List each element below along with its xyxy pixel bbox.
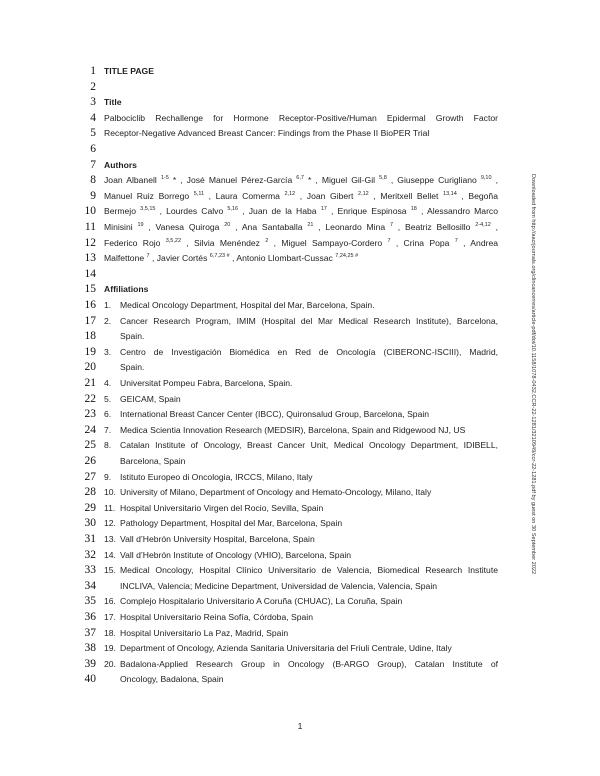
affiliation-text: Centro de Investigación Biomédica en Red de Oncología (CIBERONC-ISCIII), Madrid, bbox=[120, 346, 498, 357]
affiliation-marker: 13,14 bbox=[443, 190, 457, 197]
line-number: 34 bbox=[84, 579, 96, 592]
affiliation-text: Hospital Universitario Reina Sofía, Córdoba, Spain bbox=[120, 612, 313, 622]
line-number: 17 bbox=[84, 314, 96, 327]
line-number: 36 bbox=[84, 611, 96, 623]
affiliation-text: Complejo Hospitalario Universitario A Coruña (CHUAC), La Coruña, Spain bbox=[120, 596, 403, 607]
article-title-line: Receptor-Negative Advanced Breast Cancer: Findings from the Phase II BioPER Trial bbox=[104, 128, 430, 139]
author-text: Malfettone bbox=[104, 253, 147, 264]
affiliation-marker: 18 bbox=[410, 206, 417, 213]
author-line bbox=[104, 251, 498, 265]
title-heading: Title bbox=[104, 97, 122, 108]
author-text: Joan Albanell bbox=[104, 175, 161, 186]
affiliation-number: 14. bbox=[104, 549, 116, 560]
author-text: , Javier Cortés bbox=[149, 253, 210, 264]
author-line bbox=[104, 204, 498, 218]
affiliation-text: Spain. bbox=[120, 362, 145, 373]
author-text: , Laura Comerma bbox=[204, 190, 285, 201]
authors-heading: Authors bbox=[104, 159, 137, 170]
affiliation-marker: 2 bbox=[265, 237, 269, 244]
affiliation-marker: 2,12 bbox=[358, 190, 369, 197]
author-text: , Vanesa Quiroga bbox=[143, 222, 225, 232]
affiliation-marker: 6,7 bbox=[296, 175, 304, 182]
affiliation-text: INCLIVA, Valencia; Medicine Department, Universidad de Valencia, Valencia, Spain bbox=[120, 580, 438, 591]
article-title-line: Palbociclib Rechallenge for Hormone Receptor-Positive/Human Epidermal Growth Factor bbox=[104, 112, 498, 123]
affiliation-number: 18. bbox=[104, 627, 116, 638]
affiliation-number: 2. bbox=[104, 315, 112, 326]
author-text: , Enrique Espinosa bbox=[326, 206, 411, 217]
affiliation-marker: 3,5,22 bbox=[165, 237, 182, 244]
affiliation-text: Universitat Pompeu Fabra, Barcelona, Spain. bbox=[120, 378, 293, 388]
line-number: 14 bbox=[84, 267, 96, 280]
affiliation-marker: 5,8 bbox=[379, 175, 387, 182]
affiliation-number: 7. bbox=[104, 424, 112, 435]
affiliation-marker: 2-4,12 bbox=[475, 222, 491, 228]
line-number: 3 bbox=[90, 96, 96, 109]
line-number: 1 bbox=[90, 65, 96, 77]
author-line bbox=[104, 189, 498, 203]
author-line bbox=[104, 220, 498, 234]
line-number: 29 bbox=[84, 501, 96, 514]
line-number: 20 bbox=[84, 361, 96, 374]
affiliation-marker: 7 bbox=[387, 237, 391, 244]
affiliation-number: 13. bbox=[104, 534, 116, 544]
affiliation-number: 9. bbox=[104, 471, 112, 482]
line-number: 30 bbox=[84, 517, 96, 530]
line-number: 21 bbox=[84, 377, 96, 389]
affiliation-text: Oncology, Badalona, Spain bbox=[120, 674, 224, 685]
line-number: 38 bbox=[84, 642, 96, 655]
title-page-heading: TITLE PAGE bbox=[104, 66, 154, 76]
affiliation-text: Vall d’Hebrón University Hospital, Barcelona, Spain bbox=[120, 534, 315, 544]
affiliation-text: Medica Scientia Innovation Research (MEDSIR), Barcelona, Spain and Ridgewood NJ, US bbox=[120, 424, 466, 435]
author-text: , Giuseppe Curigliano bbox=[386, 175, 481, 186]
author-text: , Antonio Llombart-Cussac bbox=[229, 253, 336, 264]
author-text: , Lourdes Calvo bbox=[155, 206, 228, 217]
author-text: , Andrea bbox=[457, 237, 499, 248]
line-number: 13 bbox=[84, 252, 96, 265]
line-number: 26 bbox=[84, 455, 96, 467]
affiliation-number: 1. bbox=[104, 300, 112, 310]
line-number: 39 bbox=[84, 657, 96, 670]
affiliation-number: 12. bbox=[104, 518, 116, 529]
affiliation-marker: 9,10 bbox=[480, 175, 492, 182]
affiliation-text: Medical Oncology, Hospital Clínico Universitario de Valencia, Biomedical Research Institute bbox=[120, 565, 498, 576]
line-number: 19 bbox=[84, 345, 96, 358]
affiliation-marker: 7,24,25 # bbox=[335, 253, 359, 260]
affiliation-text: Catalan Institute of Oncology, Breast Cancer Unit, Medical Oncology Department, IDIBELL, bbox=[120, 440, 498, 451]
affiliation-number: 4. bbox=[104, 378, 112, 388]
line-number: 16 bbox=[84, 299, 96, 311]
line-number: 33 bbox=[84, 564, 96, 577]
author-text: , Silvia Menéndez bbox=[181, 237, 266, 248]
affiliation-marker: 7 bbox=[146, 253, 150, 260]
author-text: , Alessandro Marco bbox=[416, 206, 499, 217]
author-text: * , José Manuel Pérez-García bbox=[168, 175, 297, 186]
affiliation-text: Department of Oncology, Azienda Sanitaria Universitaria del Friuli Centrale, Udine, Italy bbox=[120, 643, 452, 654]
line-number: 37 bbox=[84, 626, 96, 639]
line-number: 9 bbox=[90, 189, 96, 202]
affiliation-number: 15. bbox=[104, 565, 116, 576]
affiliation-marker: 7 bbox=[454, 237, 458, 244]
affiliation-marker: 2,12 bbox=[284, 190, 296, 197]
affiliation-number: 19. bbox=[104, 643, 116, 654]
affiliation-marker: 1-5 bbox=[160, 175, 169, 182]
affiliation-marker: 21 bbox=[307, 222, 314, 228]
affiliations-heading: Affiliations bbox=[104, 284, 149, 295]
line-number: 25 bbox=[84, 439, 96, 452]
author-line bbox=[104, 236, 498, 250]
line-number: 31 bbox=[84, 533, 96, 545]
line-number: 4 bbox=[90, 111, 96, 124]
affiliation-text: Hospital Universitario Virgen del Rocio, Sevilla, Spain bbox=[120, 502, 324, 513]
affiliation-number: 20. bbox=[104, 658, 116, 669]
line-number: 15 bbox=[84, 283, 96, 296]
affiliation-text: Barcelona, Spain bbox=[120, 455, 186, 466]
affiliation-text: Spain. bbox=[120, 331, 145, 342]
affiliation-number: 17. bbox=[104, 612, 116, 622]
affiliation-number: 16. bbox=[104, 596, 116, 607]
author-text: , Meritxell Bellet bbox=[368, 190, 444, 201]
line-number: 7 bbox=[90, 158, 96, 171]
affiliation-marker: 5,16 bbox=[227, 206, 239, 213]
line-number: 35 bbox=[84, 595, 96, 608]
line-number: 11 bbox=[84, 221, 96, 233]
affiliation-number: 11. bbox=[104, 502, 116, 513]
line-number: 23 bbox=[84, 408, 96, 421]
line-number: 12 bbox=[84, 236, 96, 249]
affiliation-number: 6. bbox=[104, 409, 112, 420]
author-text: , Miguel Sampayo-Cordero bbox=[268, 237, 388, 248]
affiliation-text: Istituto Europeo di Oncologia, IRCCS, Milano, Italy bbox=[120, 471, 313, 482]
affiliation-marker: 5,11 bbox=[193, 190, 205, 197]
affiliation-number: 5. bbox=[104, 393, 112, 404]
line-number: 40 bbox=[84, 673, 96, 686]
affiliation-text: Pathology Department, Hospital del Mar, Barcelona, Spain bbox=[120, 518, 343, 529]
line-number: 24 bbox=[84, 423, 96, 436]
download-watermark[interactable]: Downloaded from http://aacrjournals.org/clincancerres/article-pdf/doi/10.1158/1078-0432.CCR-22-1281/3210949/ccr-22-1281.pdf by guest on 30 September 2022 bbox=[530, 174, 536, 575]
line-number: 28 bbox=[84, 486, 96, 499]
author-text: , bbox=[490, 222, 498, 232]
affiliation-text: International Breast Cancer Center (IBCC), Quironsalud Group, Barcelona, Spain bbox=[120, 409, 430, 420]
author-text: , Ana Santaballa bbox=[230, 222, 308, 232]
affiliation-marker: 20 bbox=[224, 222, 231, 228]
page-number: 1 bbox=[297, 721, 303, 731]
affiliation-marker: 17 bbox=[320, 206, 327, 213]
affiliation-marker: 3,5,15 bbox=[140, 206, 156, 213]
author-line bbox=[104, 173, 498, 187]
author-text: , Joan Gibert bbox=[295, 190, 359, 201]
affiliation-text: Hospital Universitario La Paz, Madrid, Spain bbox=[120, 627, 289, 638]
affiliation-text: Vall d’Hebrón Institute of Oncology (VHIO), Barcelona, Spain bbox=[120, 549, 352, 560]
author-text: , Leonardo Mina bbox=[313, 222, 390, 232]
affiliation-marker: 7 bbox=[389, 222, 393, 228]
affiliation-text: Badalona-Applied Research Group in Oncology (B-ARGO Group), Catalan Institute of bbox=[120, 658, 498, 669]
affiliation-number: 10. bbox=[104, 487, 116, 498]
author-text: , Crina Popa bbox=[390, 237, 455, 248]
author-text: Minisini bbox=[104, 222, 138, 232]
line-number: 18 bbox=[84, 330, 96, 343]
affiliation-marker: 6,7,23 # bbox=[209, 253, 230, 260]
affiliation-text: Cancer Research Program, IMIM (Hospital del Mar Medical Research Institute), Barcelona, bbox=[120, 315, 498, 326]
line-number: 6 bbox=[90, 143, 96, 155]
author-text: Bermejo bbox=[104, 206, 141, 217]
affiliation-marker: 19 bbox=[137, 222, 144, 228]
line-number: 2 bbox=[90, 80, 96, 93]
affiliation-number: 8. bbox=[104, 440, 112, 451]
affiliation-number: 3. bbox=[104, 346, 112, 357]
author-text: , Beatriz Bellosillo bbox=[393, 222, 476, 232]
line-number: 27 bbox=[84, 470, 96, 483]
affiliation-text: University of Milano, Department of Oncology and Hemato-Oncology, Milano, Italy bbox=[120, 487, 432, 498]
author-text: Federico Rojo bbox=[104, 237, 166, 248]
line-number: 32 bbox=[84, 548, 96, 561]
author-text: , Begoña bbox=[456, 190, 498, 201]
author-text: * , Miguel Gil-Gil bbox=[303, 175, 380, 186]
affiliation-text: Medical Oncology Department, Hospital del Mar, Barcelona, Spain. bbox=[120, 300, 375, 310]
author-text: Manuel Ruiz Borrego bbox=[104, 190, 194, 201]
author-text: , bbox=[491, 175, 499, 186]
line-number: 8 bbox=[90, 174, 96, 187]
author-text: , Juan de la Haba bbox=[238, 206, 321, 217]
line-number: 10 bbox=[84, 205, 96, 218]
affiliation-text: GEICAM, Spain bbox=[120, 393, 181, 404]
line-number: 22 bbox=[84, 392, 96, 405]
line-number: 5 bbox=[90, 127, 96, 140]
